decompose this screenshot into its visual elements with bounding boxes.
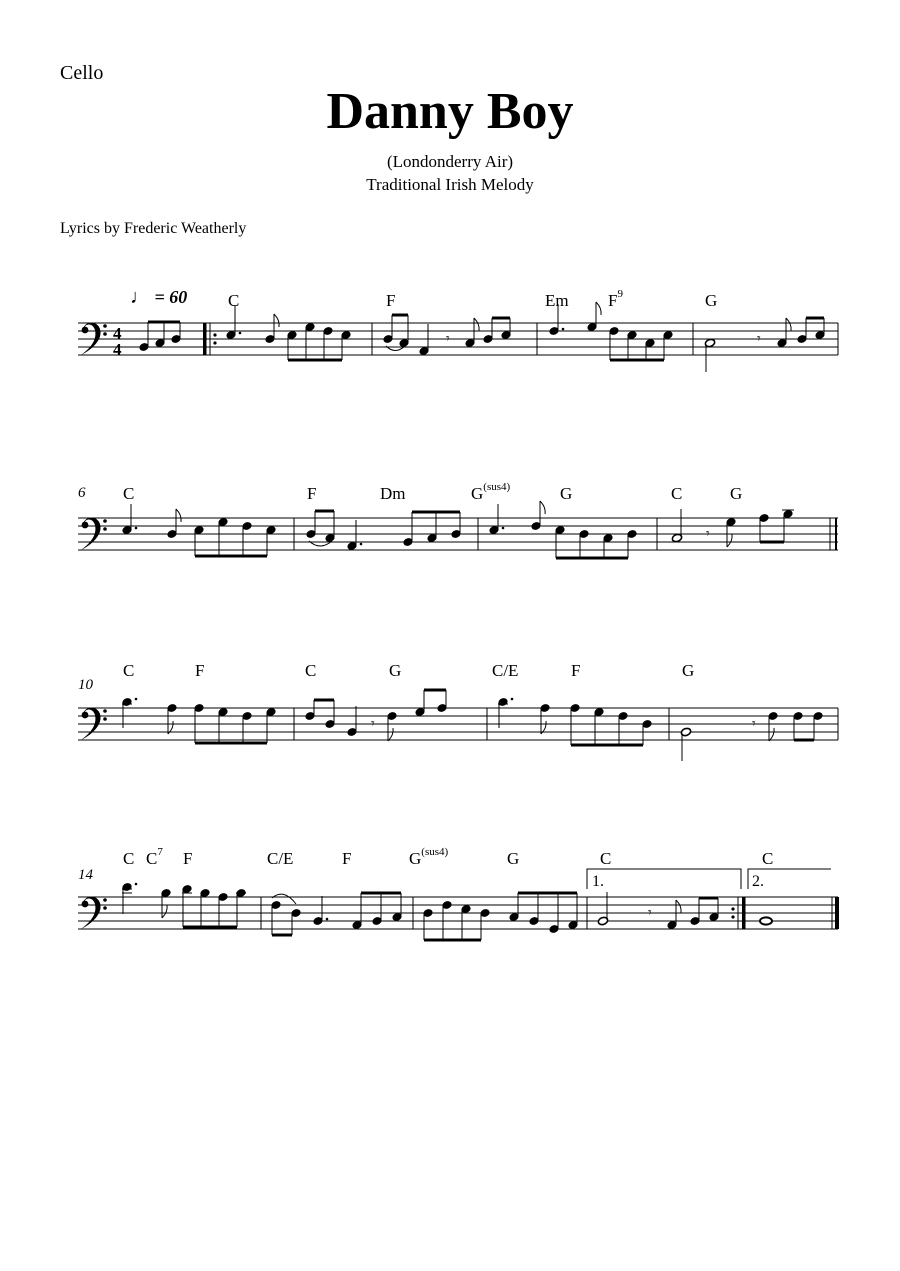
tempo-bpm: 60 (169, 287, 188, 307)
chord-symbol: C (305, 661, 317, 680)
lyricist-credit: Lyrics by Frederic Weatherly (60, 220, 247, 237)
svg-text:𝄾: 𝄾 (757, 331, 761, 347)
measure-9 (671, 509, 794, 547)
chord-symbol: $G^{(sus4)}$ (409, 846, 449, 868)
measure-18 (760, 917, 772, 924)
measure-1 (226, 305, 351, 360)
second-ending-label: 2. (752, 873, 764, 890)
chord-symbol: C (671, 484, 683, 503)
chord-symbol: C (600, 849, 612, 868)
chord-symbol: F (571, 661, 581, 680)
chord-symbol: $C^7$ (146, 846, 163, 868)
chord-symbol: F (307, 484, 317, 503)
tempo-equals: = (154, 287, 170, 307)
measure-10 (122, 698, 276, 743)
first-ending-bracket (587, 869, 741, 889)
svg-text:𝄾: 𝄾 (371, 716, 375, 732)
chord-symbol: G (507, 849, 520, 868)
chord-symbol: $F^9$ (608, 288, 623, 310)
measure-4 (704, 318, 825, 372)
subtitle-line-2: Traditional Irish Melody (366, 175, 534, 194)
measure-17 (597, 892, 719, 929)
chord-symbol: C (123, 661, 135, 680)
measure-number: 10 (78, 677, 93, 693)
measure-16 (423, 893, 578, 940)
chord-symbol: $G^{(sus4)}$ (471, 481, 511, 503)
staff-system-4 (78, 897, 838, 929)
quarter-note-icon: ♩ (130, 286, 150, 308)
chord-symbol: Dm (380, 484, 406, 503)
staff-system-1 (78, 323, 838, 355)
chord-symbol: G (682, 661, 695, 680)
svg-text:𝄾: 𝄾 (752, 716, 756, 732)
svg-text:𝄾: 𝄾 (706, 526, 710, 542)
chord-symbol: Em (545, 291, 569, 310)
measure-7 (306, 511, 461, 550)
time-signature-top: 4 (113, 324, 122, 343)
measure-2 (383, 315, 511, 355)
measure-12 (498, 698, 652, 745)
staff-system-3 (78, 708, 838, 740)
subtitle-line-1: (Londonderry Air) (386, 152, 514, 171)
chord-symbol: C (123, 849, 135, 868)
chord-symbol: F (386, 291, 396, 310)
measure-number: 6 (78, 485, 86, 501)
chord-symbol: G (705, 291, 718, 310)
chord-symbol: G (560, 484, 573, 503)
chord-symbol: F (195, 661, 205, 680)
time-signature-bottom: 4 (113, 340, 122, 359)
measure-13 (680, 712, 823, 761)
chord-symbol: C (123, 484, 135, 503)
measure-number: 14 (78, 867, 93, 883)
first-ending-label: 1. (592, 873, 604, 890)
chord-symbol: C (228, 291, 240, 310)
chord-symbol: G (730, 484, 743, 503)
svg-text:𝄾: 𝄾 (446, 331, 450, 347)
measure-8 (489, 501, 637, 558)
measure-6 (122, 504, 276, 556)
svg-text:𝄾: 𝄾 (648, 905, 652, 921)
chord-symbol: F (342, 849, 352, 868)
instrument-name: Cello (60, 62, 104, 84)
chord-symbol: C (762, 849, 774, 868)
chord-symbol: C/E (267, 849, 294, 868)
chord-symbol: G (389, 661, 402, 680)
second-ending-bracket (748, 869, 831, 889)
chord-symbol: F (183, 849, 193, 868)
chord-symbol: C/E (492, 661, 519, 680)
score-title: Danny Boy (326, 83, 574, 140)
